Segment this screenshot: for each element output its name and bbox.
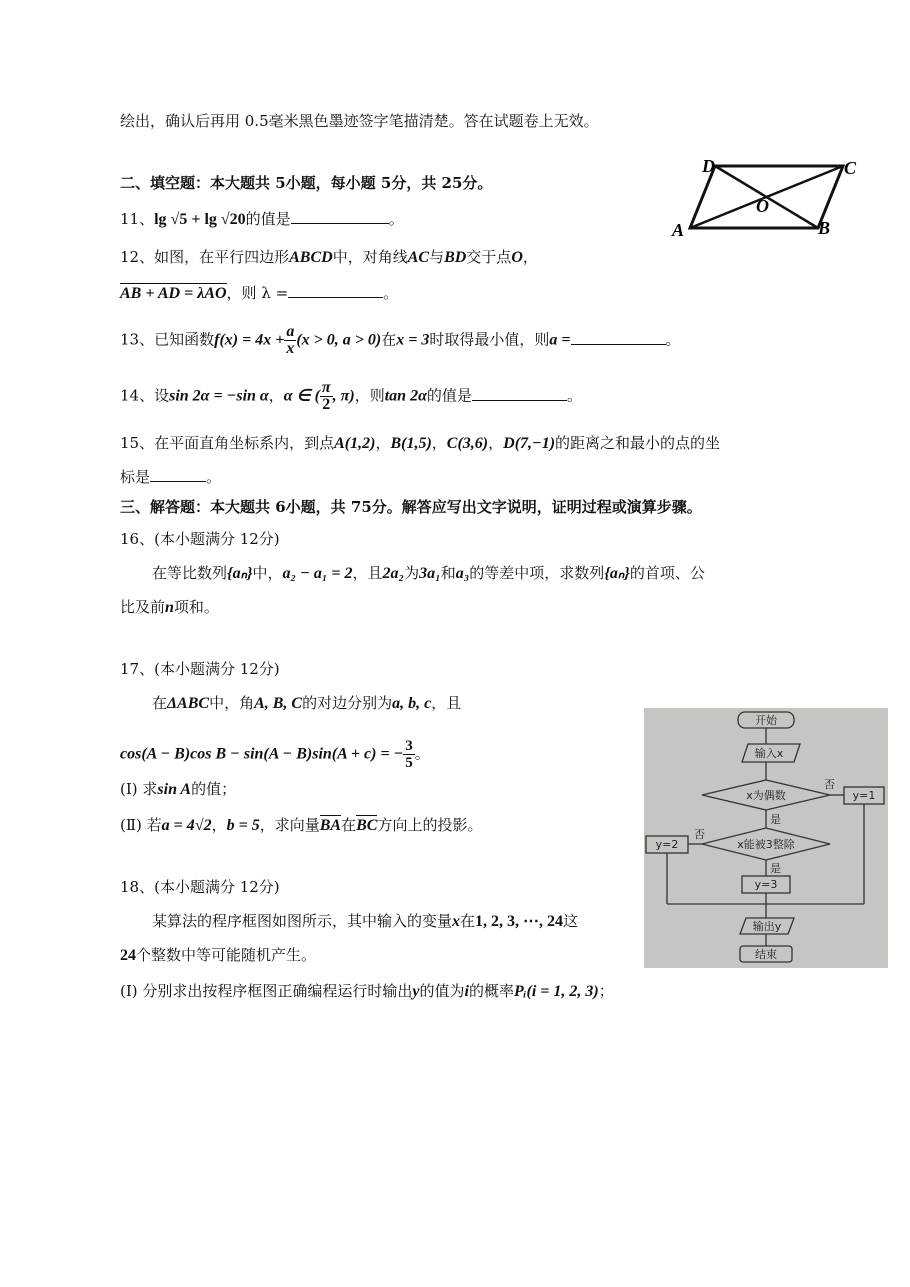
q14-text: 设 — [154, 386, 170, 405]
q18-text: 在 — [460, 912, 476, 930]
q11-tail: 的值是 — [245, 210, 291, 228]
question-17-equation — [120, 738, 430, 771]
input-label: 输入x — [754, 747, 784, 760]
q18-part1 — [120, 980, 614, 1003]
y2-label: y=2 — [655, 838, 679, 851]
q18-x: x — [452, 913, 461, 930]
q11-expression: lg √5 + lg √20 — [154, 211, 246, 228]
start-label: 开始 — [755, 714, 777, 727]
q16-text: 的等差中项，求数列 — [469, 564, 605, 582]
question-15-line2 — [120, 466, 221, 488]
q13-frac-numerator: a — [286, 323, 295, 340]
q17-text: (Ⅱ) 若 — [120, 816, 162, 834]
q14-text: ，则 — [354, 386, 385, 405]
q13-x-value: x = 3 — [396, 331, 430, 349]
q16-2a2: 2a₂ — [382, 565, 405, 582]
q13-answer-blank[interactable] — [571, 330, 666, 345]
q17-text: 在 — [341, 816, 357, 834]
question-16 — [152, 562, 705, 585]
q12-o: O — [511, 249, 523, 266]
q15-text: 的距离之和最小的点的坐 — [555, 434, 721, 452]
q15-point-a: A(1,2) — [334, 435, 376, 452]
no2-label: 否 — [694, 828, 705, 841]
q14-answer-blank[interactable] — [472, 386, 567, 401]
q16-sequence: {aₙ} — [604, 565, 630, 582]
q17-sin-a: sin A — [157, 781, 192, 798]
parallelogram-figure — [668, 150, 868, 240]
q12-end: 。 — [383, 284, 399, 302]
q14-fraction — [320, 380, 333, 413]
q17-b-value: b = 5 — [226, 817, 260, 834]
q13-condition: (x > 0, a > 0) — [296, 331, 382, 349]
q16-n: n — [165, 599, 174, 616]
q17-text: ，且 — [431, 694, 462, 712]
q14-alpha-range: α ∈ ( — [283, 387, 320, 405]
q15-point-b: B(1,5) — [390, 435, 432, 452]
question-14 — [120, 380, 582, 413]
q13-text: 在 — [381, 330, 397, 349]
q14-text: 的值是 — [426, 386, 472, 405]
q18-text: 的概率 — [468, 982, 514, 1000]
q12-text: ， — [522, 248, 538, 266]
label-d: D — [702, 156, 715, 176]
q18-text: (Ⅰ) 分别求出按程序框图正确编程运行时输出 — [120, 982, 413, 1000]
q17-frac-denominator: 5 — [405, 755, 413, 771]
q12-text: 与 — [429, 248, 445, 266]
q15-point-d: D(7,−1) — [503, 435, 556, 452]
question-18-line2 — [120, 944, 316, 967]
y3-label: y=3 — [754, 878, 778, 891]
q17-text: 在 — [152, 694, 168, 712]
q15-answer-blank[interactable] — [150, 467, 206, 482]
q17-end: 。 — [414, 744, 430, 763]
q16-a3: a₃ — [455, 565, 470, 582]
question-15: 15、在平面直角坐标系内，到点A(1,2)，B(1,5)，C(3,6)，D(7,−1)的距离之和最小的点的坐 — [120, 434, 721, 452]
q15-point-c: C(3,6) — [446, 435, 489, 452]
q16-text: 项和。 — [173, 598, 219, 616]
q18-header: 18、(本小题满分 12分) — [120, 878, 280, 896]
q12-bd: BD — [444, 249, 467, 266]
q13-fraction — [284, 324, 296, 357]
q16-header: 16、(本小题满分 12分) — [120, 530, 280, 548]
label-b: B — [818, 218, 831, 238]
section2-title: 二、填空题：本大题共 5小题，每小题 5分，共 25分。 — [120, 174, 493, 192]
q17-text: 的对边分别为 — [302, 694, 393, 712]
q17-a-value: a = 4√2 — [161, 817, 212, 834]
q12-ac: AC — [407, 249, 430, 266]
question-13 — [120, 324, 681, 357]
q18-y: y — [412, 983, 420, 1000]
q17-triangle: ΔABC — [167, 695, 210, 712]
q15-end: 。 — [206, 468, 222, 486]
flowchart-figure — [644, 708, 888, 968]
section3-title: 三、解答题：本大题共 6小题，共 75分。解答应写出文字说明，证明过程或演算步骤。 — [120, 498, 702, 516]
question-12 — [120, 246, 538, 269]
q14-tan: tan 2α — [384, 387, 427, 405]
q17-text: (Ⅰ) 求 — [120, 780, 158, 798]
q17-sides: a, b, c — [392, 695, 432, 712]
q13-number: 13、 — [120, 330, 155, 349]
q17-vector-bc: BC — [356, 817, 378, 834]
q14-number: 14、 — [120, 386, 155, 405]
yes2-label: 是 — [770, 862, 781, 875]
q18-text: ； — [598, 982, 614, 1000]
q12-vector-equation: AB + AD = λAO — [120, 285, 227, 302]
question-16-line2 — [120, 596, 219, 619]
yes1-label: 是 — [770, 813, 781, 826]
q13-a-value: a = — [549, 331, 571, 349]
q17-frac-numerator: 3 — [405, 738, 413, 754]
q12-text: 如图，在平行四边形 — [154, 248, 290, 266]
q15-text: 标是 — [120, 468, 151, 486]
intro-line: 绘出，确认后再用 0.5毫米黑色墨迹签字笔描清楚。答在试题卷上无效。 — [120, 112, 599, 130]
q17-angles: A, B, C — [254, 695, 303, 712]
output-label: 输出y — [752, 920, 782, 933]
q16-text: ，且 — [352, 564, 383, 582]
q16-text: 和 — [440, 564, 456, 582]
end-label: 结束 — [755, 948, 777, 961]
q13-frac-denominator: x — [286, 340, 295, 357]
q17-part1 — [120, 778, 236, 801]
q14-frac-denominator: 2 — [322, 396, 331, 413]
q18-text: 这 — [563, 912, 579, 930]
question-17 — [152, 692, 461, 715]
q14-frac-numerator: π — [321, 379, 331, 396]
q17-vector-ba: BA — [319, 817, 342, 834]
q18-number: 24 — [120, 947, 136, 964]
q16-text: 为 — [404, 564, 420, 582]
question-11 — [120, 208, 404, 231]
cond2-label: x能被3整除 — [737, 838, 795, 851]
q12-tail: ，则 λ = — [226, 284, 289, 302]
q18-text: 某算法的程序框图如图所示，其中输入的变量 — [152, 912, 453, 930]
label-o: O — [756, 196, 769, 216]
q17-text: 方向上的投影。 — [377, 816, 483, 834]
q17-equation: cos(A − B)cos B − sin(A − B)sin(A + c) = − — [120, 745, 404, 763]
q18-text: 的值为 — [419, 982, 465, 1000]
q13-function: f(x) = 4x + — [214, 331, 285, 349]
q16-sequence: {aₙ} — [227, 565, 253, 582]
q15-text: 在平面直角坐标系内，到点 — [154, 434, 335, 452]
q13-end: 。 — [665, 330, 681, 349]
q16-text: 在等比数列 — [152, 564, 228, 582]
q14-range-end: , π) — [332, 387, 355, 405]
q16-text: 的首项、公 — [629, 564, 705, 582]
q17-text: ，求向量 — [259, 816, 320, 834]
q16-text: 中， — [252, 564, 283, 582]
q13-text: 时取得最小值，则 — [429, 330, 550, 349]
q14-separator: ， — [268, 386, 284, 405]
q16-text: 比及前 — [120, 598, 166, 616]
q14-end: 。 — [566, 386, 582, 405]
q17-part2 — [120, 814, 482, 837]
no1-label: 否 — [824, 778, 835, 791]
label-a: A — [672, 220, 685, 240]
q17-header: 17、(本小题满分 12分) — [120, 660, 280, 678]
q12-text: 交于点 — [466, 248, 512, 266]
q17-text: 的值； — [191, 780, 237, 798]
question-18 — [152, 910, 578, 933]
q17-text: ， — [211, 816, 227, 834]
y1-label: y=1 — [852, 789, 876, 802]
q11-end: 。 — [388, 210, 404, 228]
q12-number: 12、 — [120, 248, 155, 266]
question-12-line2 — [120, 282, 398, 305]
q16-3a1: 3a₁ — [419, 565, 441, 582]
q17-text: 中，角 — [209, 694, 255, 712]
q17-fraction — [403, 738, 415, 771]
q12-text: 中，对角线 — [332, 248, 408, 266]
cond1-label: x为偶数 — [746, 789, 786, 802]
q11-answer-blank[interactable] — [291, 209, 389, 224]
q18-set: 1, 2, 3, ⋯, 24 — [475, 913, 564, 930]
q12-answer-blank[interactable] — [288, 283, 383, 298]
q18-probability: Pᵢ(i = 1, 2, 3) — [514, 983, 599, 1000]
q11-number: 11、 — [120, 210, 155, 228]
q18-text: 个整数中等可能随机产生。 — [136, 946, 317, 964]
q12-abcd: ABCD — [289, 249, 333, 266]
q18-i: i — [464, 983, 469, 1000]
q13-text: 已知函数 — [154, 330, 215, 349]
label-c: C — [844, 158, 857, 178]
q15-number: 15、 — [120, 434, 155, 452]
q14-equation: sin 2α = −sin α — [169, 387, 269, 405]
q16-equation: a₂ − a₁ = 2 — [282, 565, 353, 582]
